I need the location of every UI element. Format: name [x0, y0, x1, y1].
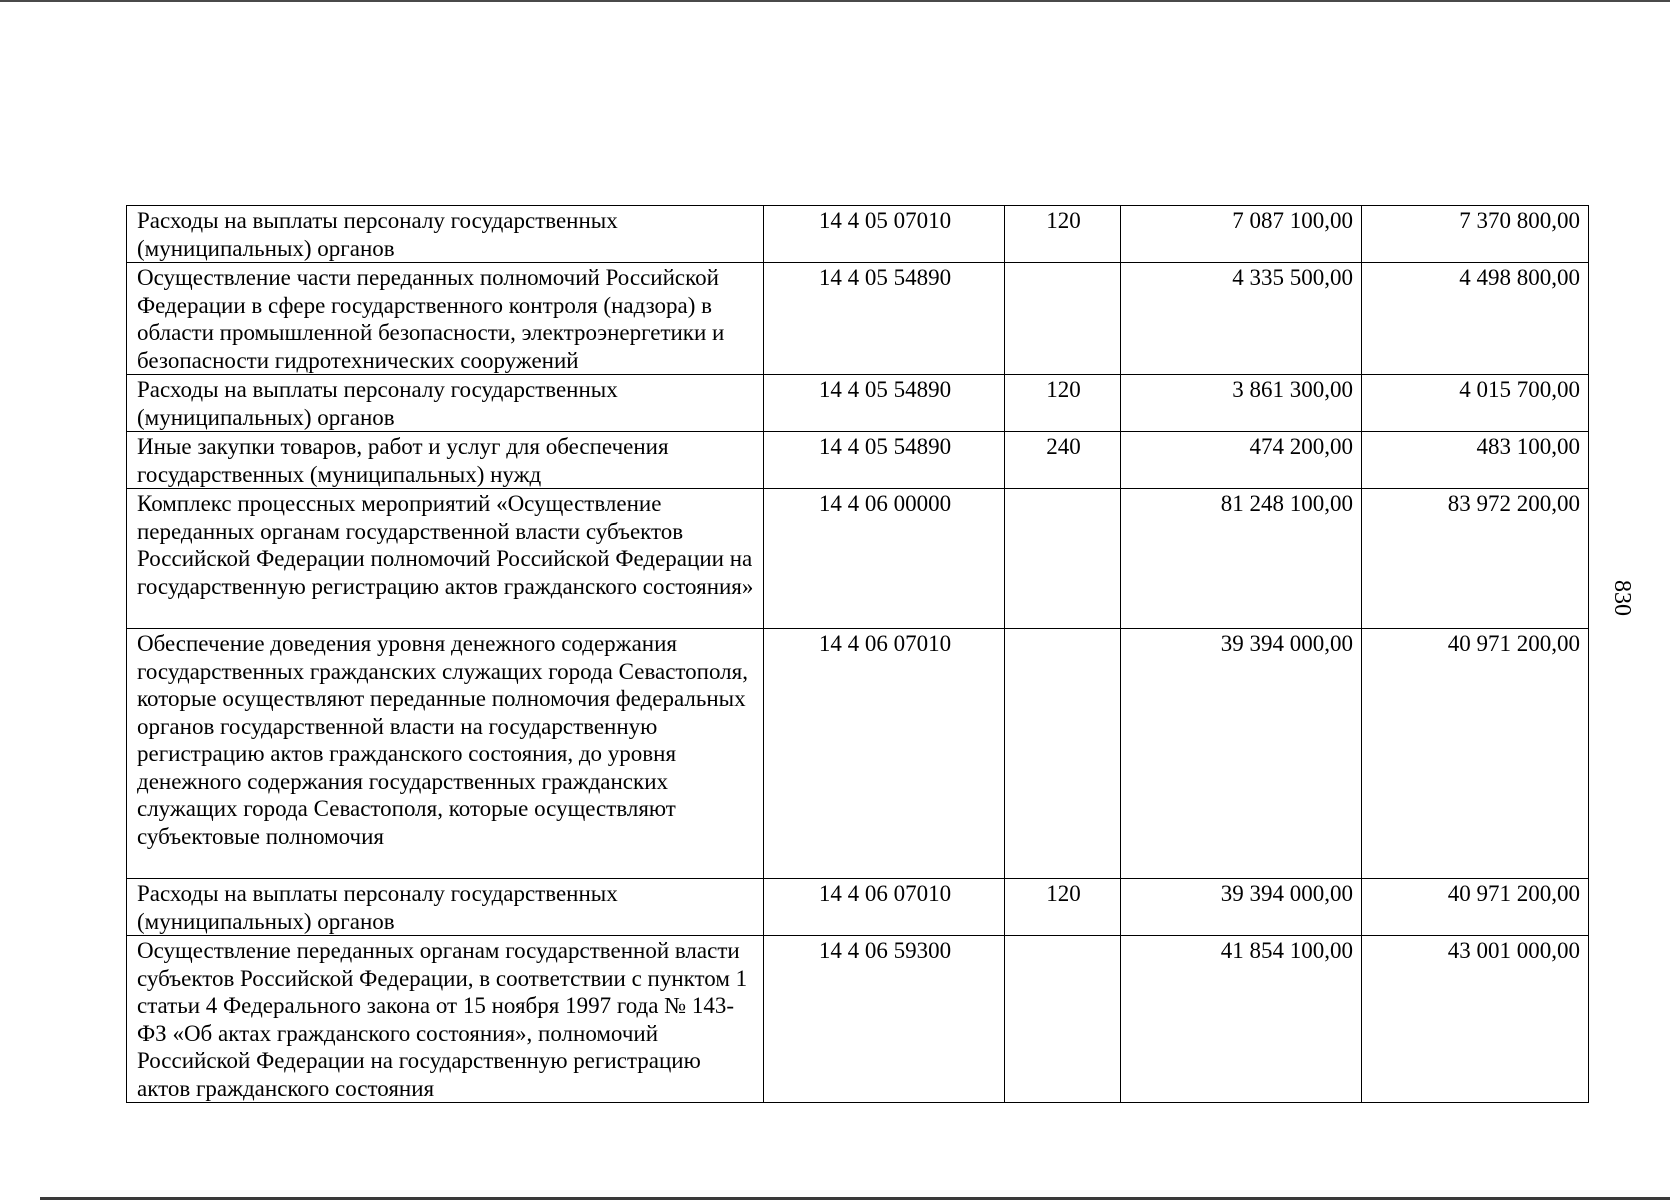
row-code: 14 4 05 07010: [764, 206, 1005, 263]
row-amount-1: 81 248 100,00: [1121, 489, 1362, 629]
budget-table: [126, 205, 1589, 1103]
table-row: [127, 489, 1589, 629]
row-amount-1: 474 200,00: [1121, 432, 1362, 489]
row-expense-type: 120: [1005, 375, 1121, 432]
row-name: Обеспечение доведения уровня денежного содержания государственных гражданских служащих города Севастополя, которые осуществляют переданные полномочия федеральных органов государственной власти на государственную регистрацию актов гражданского состояния, до уровня денежного содержания государственных гражданских служащих города Севастополя, которые осуществляют субъектовые полномочия: [127, 629, 764, 879]
scan-edge-top: [0, 0, 1670, 2]
row-amount-2: 483 100,00: [1362, 432, 1589, 489]
table-row: [127, 936, 1589, 1103]
row-name: Расходы на выплаты персоналу государственных (муниципальных) органов: [127, 879, 764, 936]
table-row: [127, 375, 1589, 432]
table-row: [127, 879, 1589, 936]
row-name: Расходы на выплаты персоналу государственных (муниципальных) органов: [127, 375, 764, 432]
row-amount-1: 39 394 000,00: [1121, 629, 1362, 879]
table-row: [127, 432, 1589, 489]
page-number: 830: [1609, 580, 1635, 616]
row-expense-type: 120: [1005, 879, 1121, 936]
row-expense-type: [1005, 629, 1121, 879]
row-code: 14 4 06 07010: [764, 879, 1005, 936]
row-amount-2: 40 971 200,00: [1362, 879, 1589, 936]
row-name: Осуществление переданных органам государственной власти субъектов Российской Федерации, в соответствии с пунктом 1 статьи 4 Федерального закона от 15 ноября 1997 года № 143-ФЗ «Об актах гражданского состояния», полномочий Российской Федерации на государственную регистрацию актов гражданского состояния: [127, 936, 764, 1103]
row-amount-1: 4 335 500,00: [1121, 263, 1362, 375]
row-amount-2: 4 015 700,00: [1362, 375, 1589, 432]
row-expense-type: 120: [1005, 206, 1121, 263]
table-row: [127, 206, 1589, 263]
row-expense-type: [1005, 489, 1121, 629]
row-code: 14 4 06 00000: [764, 489, 1005, 629]
row-name: Расходы на выплаты персоналу государственных (муниципальных) органов: [127, 206, 764, 263]
table-row: [127, 629, 1589, 879]
row-amount-2: 43 001 000,00: [1362, 936, 1589, 1103]
row-code: 14 4 06 59300: [764, 936, 1005, 1103]
row-amount-1: 3 861 300,00: [1121, 375, 1362, 432]
row-amount-2: 40 971 200,00: [1362, 629, 1589, 879]
row-expense-type: [1005, 936, 1121, 1103]
row-expense-type: [1005, 263, 1121, 375]
row-amount-2: 4 498 800,00: [1362, 263, 1589, 375]
row-amount-2: 7 370 800,00: [1362, 206, 1589, 263]
budget-table-body: [127, 206, 1589, 1103]
row-amount-2: 83 972 200,00: [1362, 489, 1589, 629]
row-code: 14 4 06 07010: [764, 629, 1005, 879]
row-name: Комплекс процессных мероприятий «Осуществление переданных органам государственной власти субъектов Российской Федерации полномочий Российской Федерации на государственную регистрацию актов гражданского состояния»: [127, 489, 764, 629]
row-code: 14 4 05 54890: [764, 263, 1005, 375]
row-amount-1: 39 394 000,00: [1121, 879, 1362, 936]
row-name: Осуществление части переданных полномочий Российской Федерации в сфере государственного контроля (надзора) в области промышленной безопасности, электроэнергетики и безопасности гидротехнических сооружений: [127, 263, 764, 375]
row-code: 14 4 05 54890: [764, 432, 1005, 489]
row-name: Иные закупки товаров, работ и услуг для обеспечения государственных (муниципальных) нужд: [127, 432, 764, 489]
table-row: [127, 263, 1589, 375]
row-amount-1: 41 854 100,00: [1121, 936, 1362, 1103]
row-code: 14 4 05 54890: [764, 375, 1005, 432]
row-amount-1: 7 087 100,00: [1121, 206, 1362, 263]
row-expense-type: 240: [1005, 432, 1121, 489]
